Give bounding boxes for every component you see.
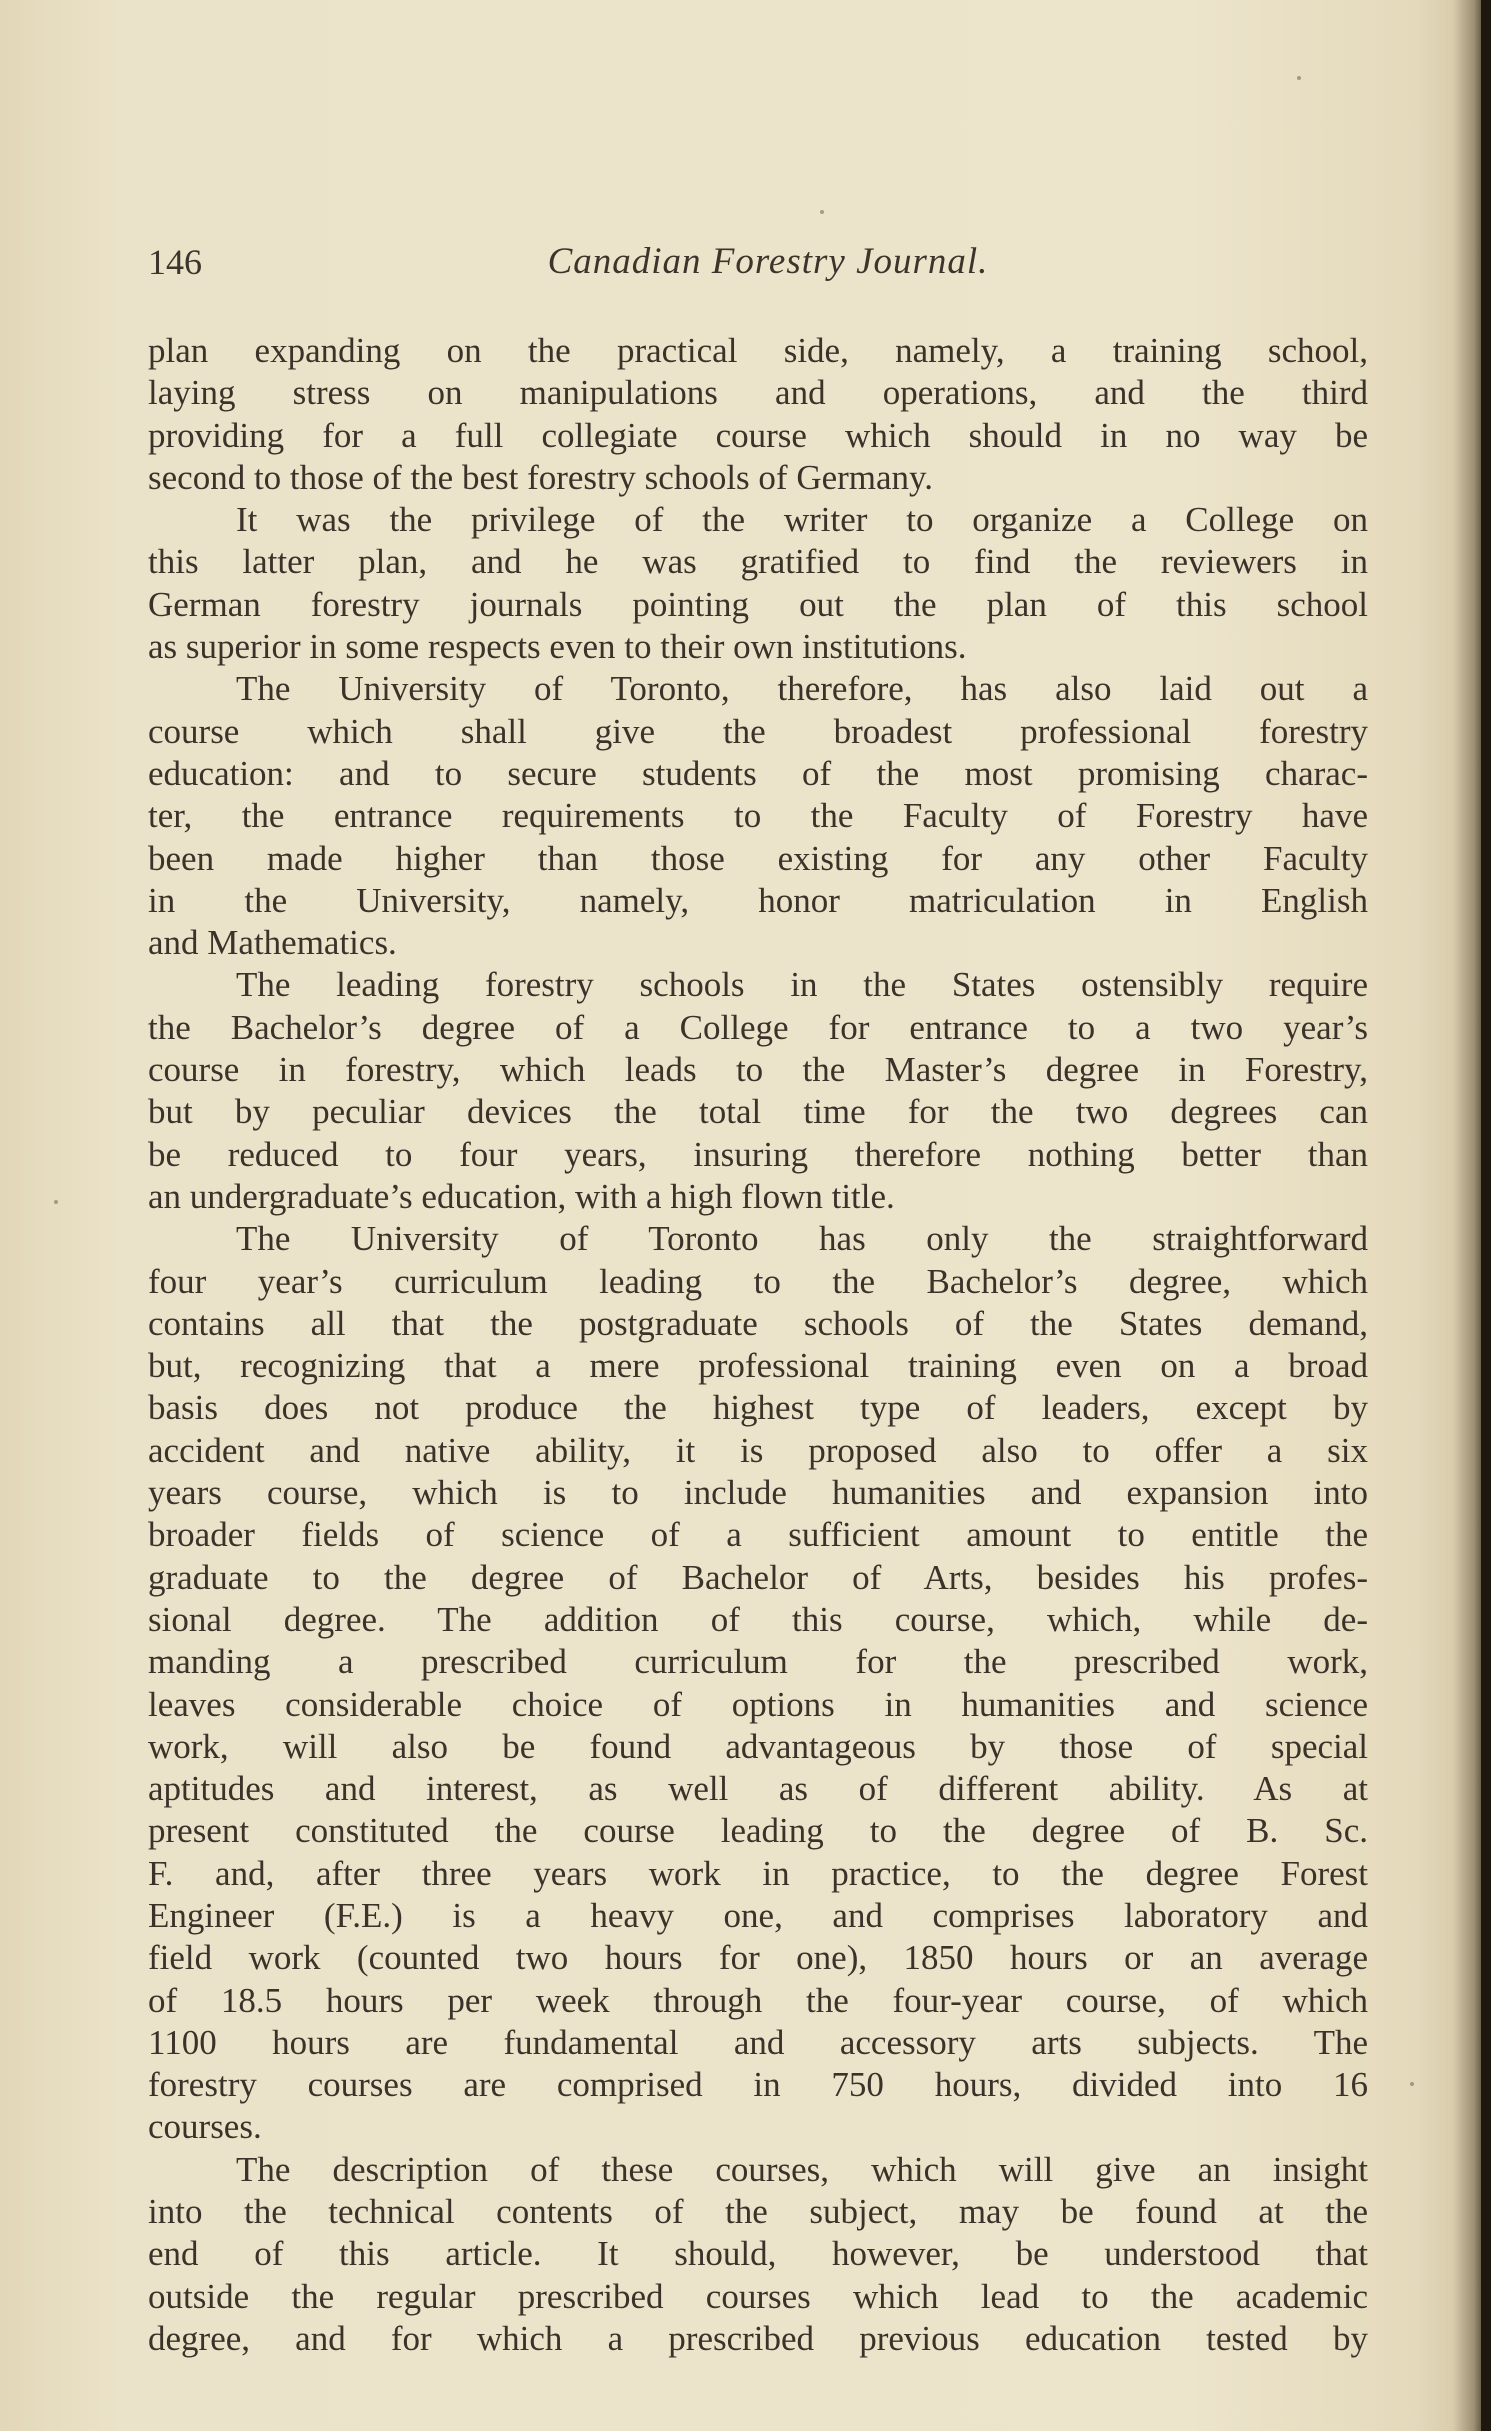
text-line: and Mathematics. <box>148 923 397 963</box>
text-line: plan expanding on the practical side, namely, a training school, <box>148 331 1368 370</box>
text-line: into the technical contents of the subject, may be found at the <box>148 2192 1368 2232</box>
text-line: end of this article. It should, however, be understood that <box>148 2234 1368 2274</box>
text-line: ter, the entrance requirements to the Faculty of Forestry have <box>148 796 1368 836</box>
text-line: F. and, after three years work in practice, to the degree Forest <box>148 1853 1368 1893</box>
text-line: field work (counted two hours for one), 1850 hours or an average <box>148 1938 1368 1978</box>
text-line: of 18.5 hours per week through the four-year course, of which <box>148 1980 1368 2020</box>
paper-speck <box>54 1200 58 1204</box>
text-line: outside the regular prescribed courses which lead to the academic <box>148 2276 1368 2316</box>
text-line: the Bachelor’s degree of a College for entrance to a two year’s <box>148 1007 1368 1047</box>
text-line: sional degree. The addition of this course, which, while de- <box>148 1599 1368 1639</box>
text-line: The University of Toronto, therefore, has also laid out a <box>236 669 1368 709</box>
text-line: broader fields of science of a sufficient amount to entitle the <box>148 1515 1368 1555</box>
text-line: providing for a full collegiate course which should in no way be <box>148 415 1368 455</box>
text-line: basis does not produce the highest type of leaders, except by <box>148 1388 1368 1428</box>
text-line: forestry courses are comprised in 750 hours, divided into 16 <box>148 2065 1368 2105</box>
text-line: graduate to the degree of Bachelor of Arts, besides his profes- <box>148 1557 1368 1597</box>
text-line: be reduced to four years, insuring therefore nothing better than <box>148 1134 1368 1174</box>
text-line: second to those of the best forestry schools of Germany. <box>148 457 934 497</box>
text-line: accident and native ability, it is proposed also to offer a six <box>148 1430 1368 1470</box>
text-line: Engineer (F.E.) is a heavy one, and comprises laboratory and <box>148 1895 1368 1935</box>
text-line: The University of Toronto has only the straightforward <box>236 1219 1368 1259</box>
running-header <box>148 236 1328 296</box>
text-line: years course, which is to include humanities and expansion into <box>148 1473 1368 1513</box>
text-line: education: and to secure students of the most promising charac- <box>148 753 1368 793</box>
text-line: laying stress on manipulations and operations, and the third <box>148 373 1368 413</box>
text-line: leaves considerable choice of options in humanities and science <box>148 1684 1368 1724</box>
article-body <box>148 330 1368 2360</box>
text-line: been made higher than those existing for any other Faculty <box>148 838 1368 878</box>
paper-speck <box>1410 2082 1414 2086</box>
text-line: It was the privilege of the writer to organize a College on <box>236 500 1368 540</box>
text-line: present constituted the course leading to the degree of B. Sc. <box>148 1811 1368 1851</box>
text-line: course in forestry, which leads to the Master’s degree in Forestry, <box>148 1050 1368 1090</box>
text-line: German forestry journals pointing out the plan of this school <box>148 584 1368 624</box>
text-line: but, recognizing that a mere professional training even on a broad <box>148 1346 1368 1386</box>
text-line: contains all that the postgraduate schools of the States demand, <box>148 1303 1368 1343</box>
text-line: in the University, namely, honor matriculation in English <box>148 880 1368 920</box>
text-line: manding a prescribed curriculum for the prescribed work, <box>148 1642 1368 1682</box>
text-line: degree, and for which a prescribed previous education tested by <box>148 2318 1368 2358</box>
paper-speck <box>820 210 824 214</box>
text-line: work, will also be found advantageous by those of special <box>148 1726 1368 1766</box>
page-number: 146 <box>148 242 202 282</box>
text-line: four year’s curriculum leading to the Bachelor’s degree, which <box>148 1261 1368 1301</box>
text-line: course which shall give the broadest professional forestry <box>148 711 1368 751</box>
text-line: an undergraduate’s education, with a high flown title. <box>148 1176 895 1216</box>
text-line: courses. <box>148 2107 262 2147</box>
paper-speck <box>1297 76 1301 80</box>
text-line: aptitudes and interest, as well as of different ability. As at <box>148 1769 1368 1809</box>
binding-edge <box>1481 0 1491 2431</box>
text-line: 1100 hours are fundamental and accessory arts subjects. The <box>148 2022 1368 2062</box>
text-line: this latter plan, and he was gratified to find the reviewers in <box>148 542 1368 582</box>
text-line: but by peculiar devices the total time for the two degrees can <box>148 1092 1368 1132</box>
journal-title: Canadian Forestry Journal. <box>547 241 989 282</box>
text-line: as superior in some respects even to their own institutions. <box>148 627 967 667</box>
text-line: The description of these courses, which will give an insight <box>236 2149 1368 2189</box>
text-line: The leading forestry schools in the States ostensibly require <box>236 965 1368 1005</box>
